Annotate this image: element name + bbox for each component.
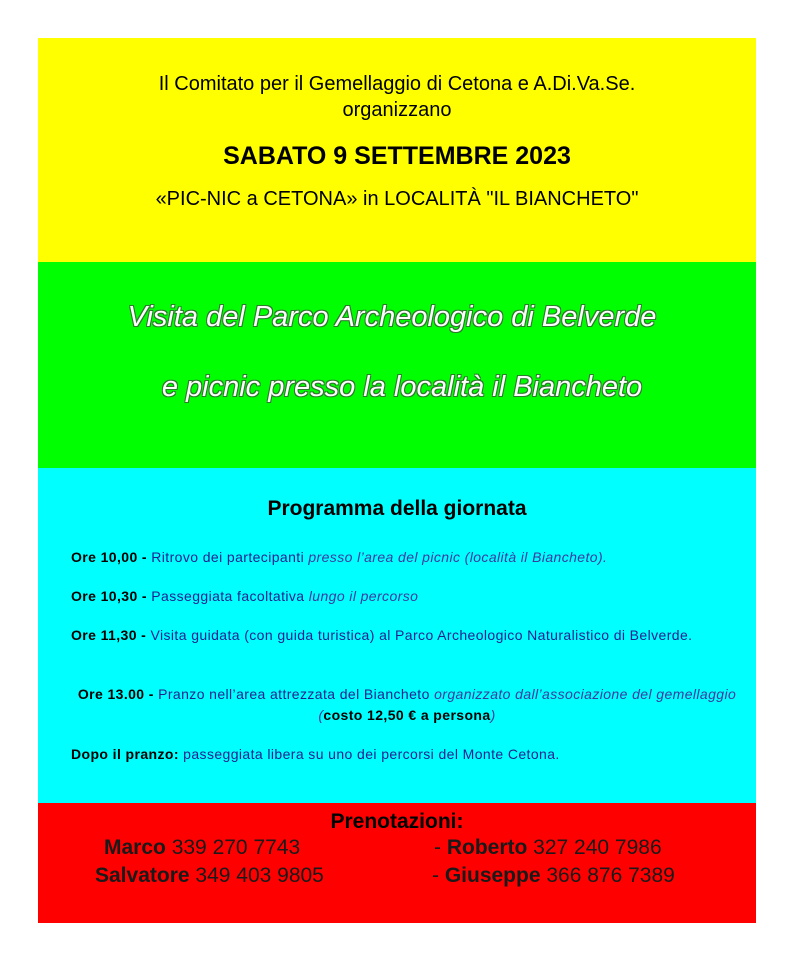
banner-line-2: e picnic presso la località il Biancheto [161, 371, 643, 403]
program-price: costo 12,50 € a persona [323, 707, 491, 723]
program-time: Ore 13.00 - [77, 686, 154, 702]
program-item [71, 744, 742, 765]
contact-phone: 327 240 7986 [527, 836, 662, 859]
program-item [71, 547, 742, 568]
program-activity: Pranzo nell’area attrezzata del Biancheto [153, 686, 430, 702]
contact-name: Marco [104, 836, 166, 859]
program-activity: Passeggiata facoltativa [147, 588, 305, 604]
program-activity: passeggiata libera su uno dei percorsi del Monte Cetona. [178, 746, 560, 762]
banner-line-1: Visita del Parco Archeologico di Belverde [127, 301, 657, 333]
contact [104, 836, 300, 860]
contact-name: Salvatore [95, 864, 190, 887]
organizers-line-2: organizzano [342, 99, 452, 121]
program-activity: Ritrovo dei partecipanti [147, 549, 305, 565]
contact-prefix: - [432, 864, 445, 887]
program-detail: lungo il percorso [304, 588, 419, 604]
bookings-title: Prenotazioni: [330, 810, 464, 833]
organizers-text [38, 71, 756, 123]
program-time: Ore 10,30 - [71, 588, 147, 604]
flyer [38, 38, 756, 923]
contact-phone: 349 403 9805 [189, 864, 324, 887]
program-item [68, 684, 746, 726]
program-detail: presso l’area del picnic (località il Biancheto). [304, 549, 608, 565]
contact-phone: 366 876 7389 [540, 864, 675, 887]
program-activity: Visita guidata (con guida turistica) al Parco Archeologico Naturalistico di Belverde [146, 627, 689, 643]
contact [434, 836, 662, 860]
program-time: Ore 10,00 - [71, 549, 147, 565]
program-detail: . [688, 627, 693, 643]
program-item [71, 586, 742, 607]
program-item [71, 625, 742, 646]
program-detail-tail: ) [490, 707, 496, 723]
event-title: «PIC-NIC a CETONA» in LOCALITÀ "IL BIANCHETO" [155, 188, 639, 210]
contact [432, 864, 675, 888]
program-time: Ore 11,30 - [71, 627, 147, 643]
organizers-line-1: Il Comitato per il Gemellaggio di Cetona e A.Di.Va.Se. [158, 73, 636, 95]
program-time: Dopo il pranzo: [71, 746, 179, 762]
event-date: SABATO 9 SETTEMBRE 2023 [223, 142, 571, 170]
program-detail: organizzato dall’associazione del gemellaggio ( [318, 686, 737, 723]
contact-phone: 339 270 7743 [165, 836, 301, 859]
program-title: Programma della giornata [267, 497, 527, 520]
contact-name: Giuseppe [444, 864, 541, 887]
banner-section [38, 262, 756, 468]
contact-name: Roberto [446, 836, 528, 859]
bookings-section [38, 803, 756, 923]
contact [95, 864, 324, 888]
program-section [38, 468, 756, 803]
contact-prefix: - [434, 836, 447, 859]
header-section [38, 38, 756, 262]
